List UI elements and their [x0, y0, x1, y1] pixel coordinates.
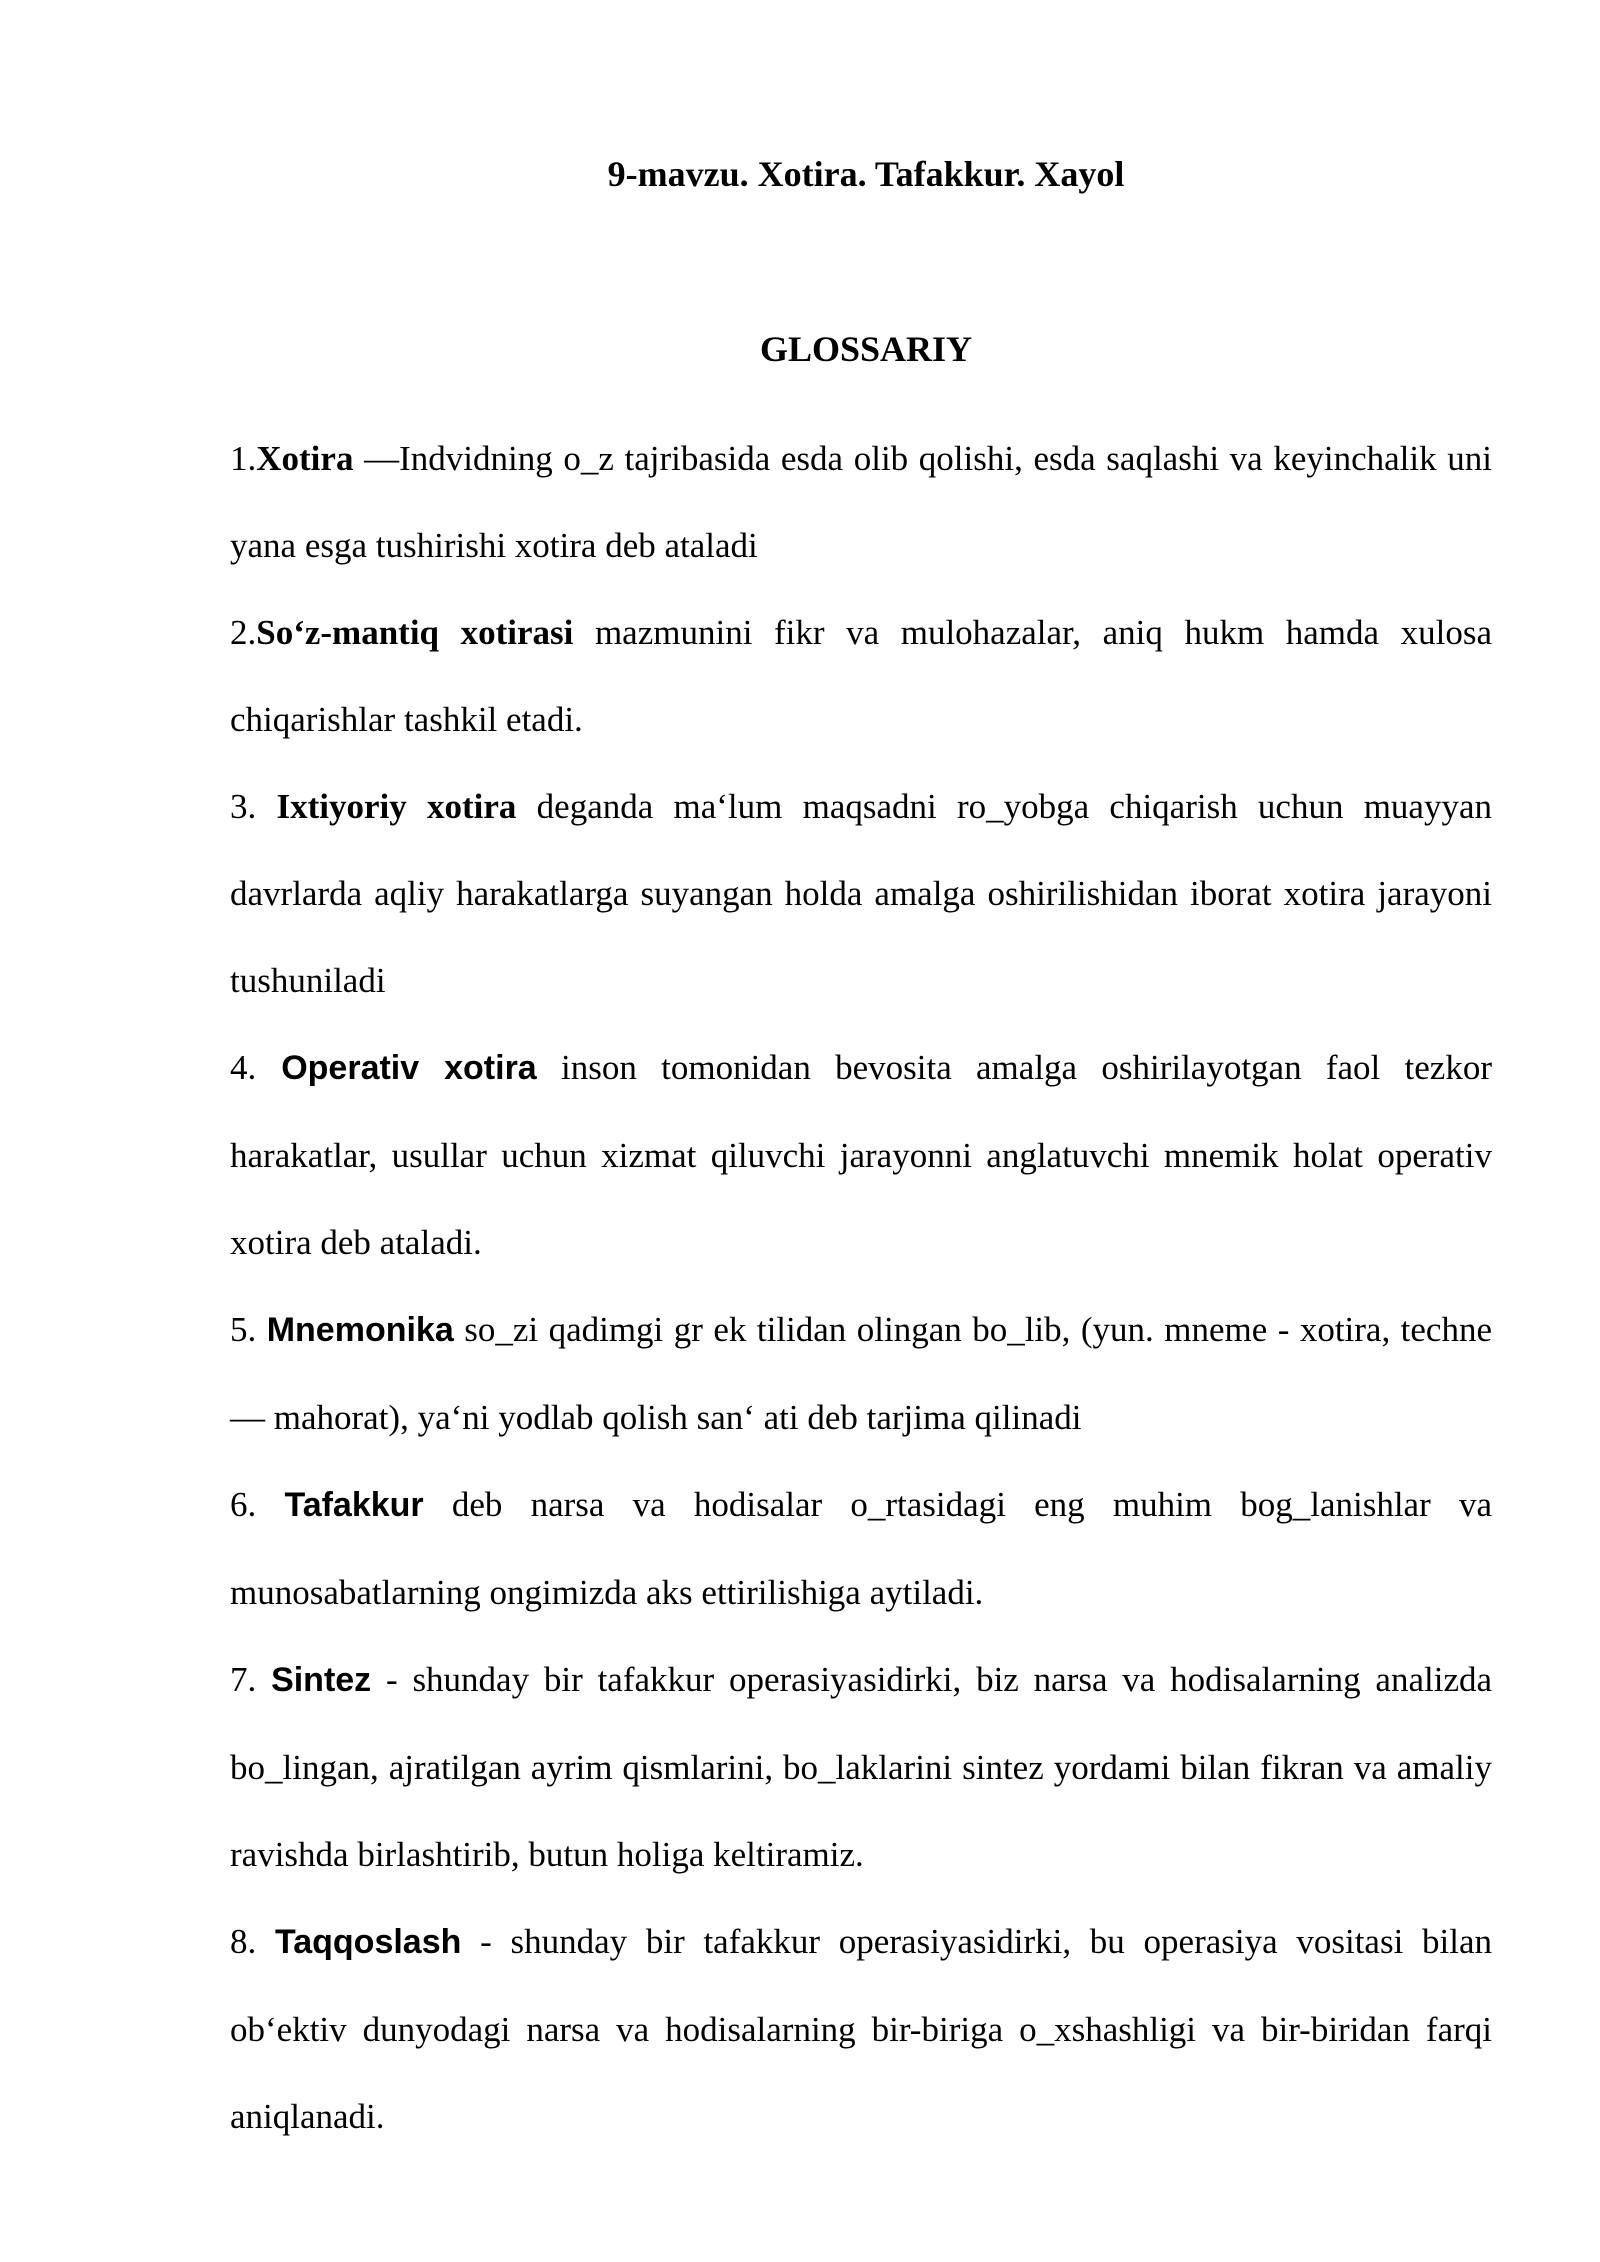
- entry-definition: - shunday bir tafakkur operasiyasidirki, bu operasiya vositasi bilan ob‘ektiv dunyodagi narsa va hodisalarning bir-biriga o_xshashligi va bir-biridan farqi aniqlanadi.: [230, 1922, 1493, 2136]
- entry-number: 6.: [230, 1485, 285, 1524]
- entry-definition: - shunday bir tafakkur operasiyasidirki, biz narsa va hodisalarning analizda bo_lingan, ajratilgan ayrim qismlarini, bo_laklarini sintez yordami bilan fikran va amaliy ravishda birlashtirib, butun holiga keltiramiz.: [230, 1660, 1493, 1874]
- entry-definition: deb narsa va hodisalar o_rtasidagi eng muhim bog_lanishlar va munosabatlarning ongimizda aks ettirilishiga aytiladi.: [230, 1485, 1492, 1612]
- entry-term: Taqqoslash: [274, 1923, 462, 1961]
- entry-definition: inson tomonidan bevosita amalga oshirilayotgan faol tezkor harakatlar, usullar uchun xizmat qiluvchi jarayonni anglatuvchi mnemik holat operativ xotira deb ataladi.: [230, 1048, 1493, 1262]
- glossary-entry-ixtiyoriy-xotira: [230, 763, 1492, 1024]
- entry-number: 5.: [230, 1310, 267, 1349]
- glossary-entry-operativ-xotira: [230, 1024, 1492, 1286]
- entry-number: 2.: [230, 613, 257, 652]
- glossary-list: [230, 415, 1492, 2160]
- entry-term: Mnemonika: [266, 1311, 454, 1349]
- entry-number: 3.: [230, 787, 277, 826]
- entry-definition: so_zi qadimgi gr ek tilidan olingan bo_lib, (yun. mneme - xotira, techne — mahorat), ya‘ni yodlab qolish san‘ ati deb tarjima qilinadi: [230, 1310, 1493, 1437]
- page-title: 9-mavzu. Xotira. Tafakkur. Xayol: [607, 154, 1125, 194]
- glossary-entry-soz-mantiq-xotirasi: [230, 589, 1492, 763]
- entry-definition: deganda ma‘lum maqsadni ro_yobga chiqarish uchun muayyan davrlarda aqliy harakatlarga suyangan holda amalga oshirilishidan iborat xotira jarayoni tushuniladi: [230, 787, 1493, 1000]
- entry-term: Sintez: [271, 1661, 372, 1699]
- glossary-entry-mnemonika: [230, 1286, 1492, 1461]
- entry-number: 1.: [230, 439, 257, 478]
- entry-number: 4.: [230, 1048, 257, 1087]
- entry-number: 8.: [230, 1922, 275, 1961]
- entry-term: So‘z-mantiq xotirasi: [256, 613, 574, 652]
- entry-term: Tafakkur: [284, 1486, 424, 1524]
- glossary-entry-tafakkur: [230, 1461, 1492, 1636]
- glossary-heading: GLOSSARIY: [759, 329, 973, 369]
- entry-term: Ixtiyoriy xotira: [276, 787, 517, 826]
- entry-number: 7.: [230, 1660, 272, 1699]
- entry-term: Xotira: [256, 439, 354, 478]
- glossary-entry-taqqoslash: [230, 1898, 1492, 2160]
- entry-definition: mazmunini fikr va mulohazalar, aniq hukm hamda xulosa chiqarishlar tashkil etadi.: [230, 613, 1492, 739]
- glossary-entry-xotira: [230, 415, 1492, 589]
- entry-term: Operativ xotira: [256, 1049, 537, 1087]
- entry-definition: —Indvidning o_z tajribasida esda olib qolishi, esda saqlashi va keyinchalik uni yana esga tushirishi xotira deb ataladi: [230, 439, 1492, 565]
- glossary-entry-sintez: [230, 1636, 1492, 1898]
